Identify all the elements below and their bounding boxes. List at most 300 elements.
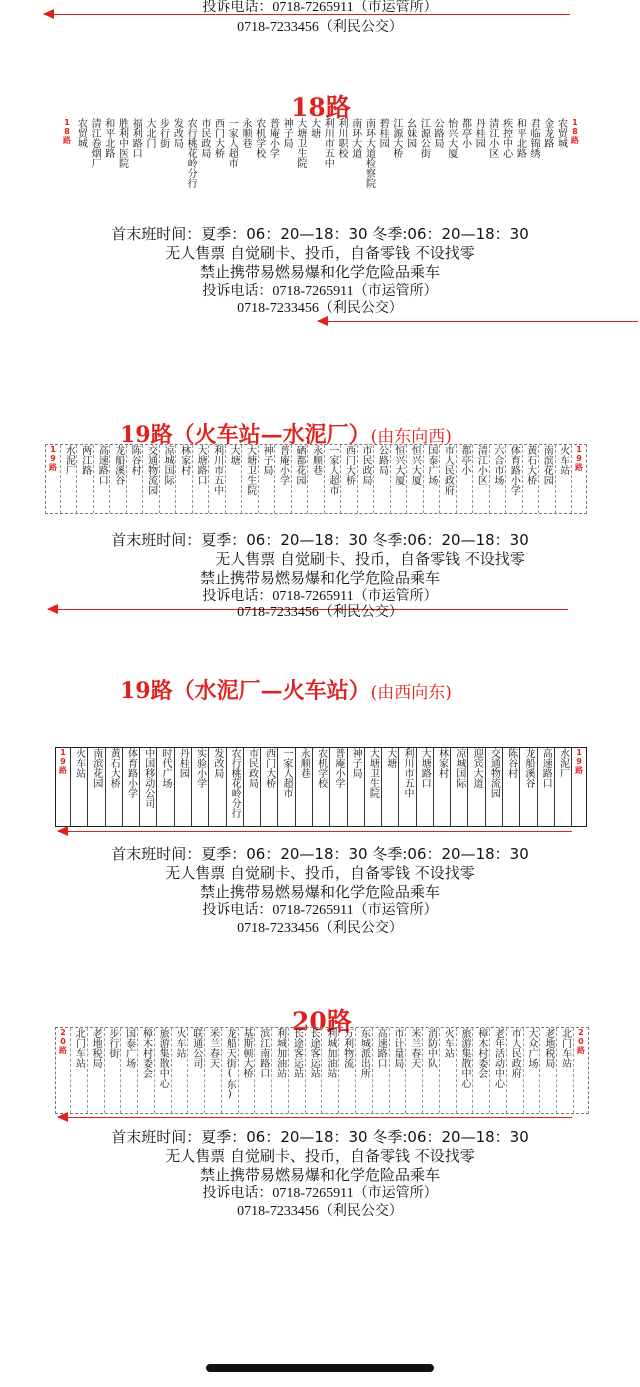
stop-name: 公路局 — [376, 445, 388, 475]
stop-name: 大塘 — [228, 445, 240, 465]
stop-item — [524, 1028, 541, 1113]
stop-item — [348, 748, 365, 826]
stop-item — [94, 445, 110, 513]
stop-name: 旅游集散中心 — [458, 1028, 470, 1088]
stop-item — [188, 1028, 205, 1113]
stop-item — [105, 1028, 122, 1113]
route19a-ban: 禁止携带易燃易爆和化学危险品乘车 — [199, 569, 440, 587]
top-complaint-line: 投诉电话：0718-7265911（市运管所） — [202, 0, 438, 15]
stop-item — [356, 1028, 373, 1113]
route-end-label — [572, 748, 586, 826]
stop-item — [143, 118, 157, 214]
route19b-schedule: 首末班时间：夏季：06：20—18：30 冬季:06：20—18：30 — [111, 845, 529, 863]
stop-item — [431, 118, 445, 214]
route20-ticket: 无人售票 自觉刷卡、投币，自备零钱 不设找零 — [165, 1147, 475, 1165]
stop-item — [294, 118, 308, 214]
stop-name: 江源公街 — [418, 118, 430, 158]
stop-item — [115, 118, 129, 214]
stop-item — [348, 118, 362, 214]
stop-item — [261, 748, 278, 826]
stop-name: 交通物流园 — [488, 748, 500, 798]
stop-name: 万利物流 — [341, 1028, 353, 1068]
stop-name: 龙船溪谷 — [112, 445, 124, 485]
stop-name: 西门大桥 — [343, 445, 355, 485]
stop-name: 水泥厂 — [63, 445, 75, 475]
stop-item — [157, 748, 174, 826]
stop-item — [486, 748, 503, 826]
stop-name: 怡兴大厦 — [445, 118, 457, 158]
stop-name: 永顺巷 — [310, 445, 322, 475]
stop-item — [457, 445, 473, 513]
stop-name: 普庵小学 — [267, 118, 279, 158]
stop-name: 樟木村委会 — [475, 1028, 487, 1078]
stop-item — [184, 118, 198, 214]
stop-name: 老地税局 — [542, 1028, 554, 1068]
stop-item — [503, 748, 520, 826]
stop-name: 碧桂园 — [377, 118, 389, 148]
route19b-ban: 禁止携带易燃易爆和化学危险品乘车 — [199, 883, 440, 901]
stop-name: 两江路 — [79, 445, 91, 475]
stop-name: 永顺巷 — [239, 118, 251, 148]
stop-item — [211, 118, 225, 214]
stop-name: 清江小区 — [486, 118, 498, 158]
stop-item — [225, 118, 239, 214]
route18-phone2: 0718-7233456（利民公交） — [237, 300, 403, 316]
route18-title: 18路 — [291, 93, 351, 122]
route19b-complaint: 投诉电话：0718-7265911（市运管所） — [202, 902, 438, 918]
stop-item — [71, 748, 88, 826]
stop-item — [555, 748, 572, 826]
stop-item — [209, 748, 226, 826]
stop-name: 时代广场 — [160, 748, 172, 788]
stop-item — [242, 445, 258, 513]
stop-name: 大塘卫生院 — [294, 118, 306, 168]
stop-name: 国泰广场 — [123, 1028, 135, 1068]
stop-name: 水泥厂 — [557, 748, 569, 778]
stop-item — [74, 118, 88, 214]
stop-item — [322, 1028, 339, 1113]
stop-name: 高速路口 — [96, 445, 108, 485]
stop-item — [557, 1028, 574, 1113]
direction-arrow — [58, 1117, 572, 1118]
stop-name: 清江卷烟厂 — [89, 118, 101, 168]
stop-item — [373, 1028, 390, 1113]
stop-name: 滨江南路口 — [257, 1028, 269, 1078]
stop-name: 大塘路口 — [195, 445, 207, 485]
stop-name: 大塘路口 — [419, 748, 431, 788]
route-end-label-text: 18路 — [570, 118, 580, 144]
route-end-label-text: 20路 — [58, 1028, 68, 1054]
route-end-label-text: 19路 — [574, 445, 584, 471]
stop-item — [252, 118, 266, 214]
stop-item — [335, 118, 349, 214]
stop-item — [244, 748, 261, 826]
route18-ban: 禁止携带易燃易爆和化学危险品乘车 — [199, 263, 440, 281]
stop-name: 中国移动公司 — [142, 748, 154, 808]
stop-name: 农机学校 — [315, 748, 327, 788]
stop-item — [374, 445, 390, 513]
stop-name: 金龙路 — [541, 118, 553, 148]
stop-name: 一家人超市 — [326, 445, 338, 495]
stop-item — [280, 118, 294, 214]
stop-item — [172, 1028, 189, 1113]
stop-item — [407, 445, 423, 513]
stop-name: 南滨花园 — [541, 445, 553, 485]
route19a-ticket: 无人售票 自觉刷卡、投币，自备零钱 不设找零 — [215, 550, 525, 568]
stop-name: 君临锦绣 — [528, 118, 540, 158]
stop-name: 大塘 — [384, 748, 396, 768]
stop-name: 南环大道检察院 — [363, 118, 375, 188]
stop-item — [539, 445, 555, 513]
stop-item — [175, 748, 192, 826]
stop-item — [540, 118, 554, 214]
stop-name: 都亭小 — [459, 118, 471, 148]
stop-item — [417, 118, 431, 214]
stop-name: 市民政局 — [246, 748, 258, 788]
direction-arrow — [318, 321, 638, 322]
stop-item — [321, 118, 335, 214]
stop-name: 利川市五中 — [401, 748, 413, 798]
stop-item — [472, 118, 486, 214]
stop-name: 南滨花园 — [90, 748, 102, 788]
stop-item — [296, 748, 313, 826]
route20-stop-list — [55, 1027, 589, 1114]
stop-name: 火车站 — [173, 1028, 185, 1058]
stop-name: 长途客运站 — [291, 1028, 303, 1078]
stop-name: 林家村 — [178, 445, 190, 475]
stop-name: 凉城国际 — [453, 748, 465, 788]
stop-name: 樟木村委会 — [140, 1028, 152, 1078]
stop-item — [88, 748, 105, 826]
stop-name: 利川市五中 — [322, 118, 334, 168]
stop-name: 六合市场 — [491, 445, 503, 485]
route19b-stop-list — [55, 747, 587, 827]
stop-item — [129, 118, 143, 214]
stop-name: 步行街 — [106, 1028, 118, 1058]
top-phone2-line: 0718-7233456（利民公交） — [237, 19, 403, 35]
stop-name: 恒兴大厦 — [409, 445, 421, 485]
route20-schedule: 首末班时间：夏季：06：20—18：30 冬季:06：20—18：30 — [111, 1128, 529, 1146]
stop-item — [88, 118, 102, 214]
stop-name: 火车站 — [442, 1028, 454, 1058]
stop-name: 西门大桥 — [212, 118, 224, 158]
stop-item — [138, 1028, 155, 1113]
stop-name: 普庵小学 — [277, 445, 289, 485]
stop-name: 基斯顿大桥 — [241, 1028, 253, 1078]
stop-name: 丹桂园 — [473, 118, 485, 148]
route-end-label — [56, 1028, 71, 1113]
stop-item — [399, 748, 416, 826]
stop-name: 火车站 — [73, 748, 85, 778]
stop-item — [490, 1028, 507, 1113]
stop-item — [382, 748, 399, 826]
stop-item — [176, 445, 192, 513]
stop-name: 联通公司 — [190, 1028, 202, 1068]
route-end-label-text: 20路 — [576, 1028, 586, 1054]
stop-item — [540, 1028, 557, 1113]
stop-name: 大众广场 — [526, 1028, 538, 1068]
stop-item — [272, 1028, 289, 1113]
stop-name: 恒兴大厦 — [392, 445, 404, 485]
stop-item — [307, 118, 321, 214]
stop-name: 大塘 — [308, 118, 320, 138]
stop-name: 普庵小学 — [332, 748, 344, 788]
stop-item — [499, 118, 513, 214]
route-end-label — [56, 748, 71, 826]
stop-item — [520, 748, 537, 826]
stop-item — [255, 1028, 272, 1113]
stop-name: 南环大道 — [349, 118, 361, 158]
direction-arrow — [44, 14, 570, 15]
stop-item — [275, 445, 291, 513]
route19a-stop-list — [45, 444, 587, 514]
stop-item — [434, 748, 451, 826]
stop-name: 利城加油站 — [274, 1028, 286, 1078]
route18-schedule: 首末班时间：夏季：06：20—18：30 冬季:06：20—18：30 — [111, 225, 529, 243]
stop-name: 发改局 — [211, 748, 223, 778]
stop-name: 步行街 — [157, 118, 169, 148]
stop-item — [306, 1028, 323, 1113]
route-end-label — [46, 445, 61, 513]
stop-name: 农贸城 — [555, 118, 567, 148]
home-indicator[interactable] — [206, 1364, 434, 1372]
stop-item — [423, 1028, 440, 1113]
stop-name: 幺妹园 — [404, 118, 416, 148]
stop-item — [156, 118, 170, 214]
stop-item — [289, 1028, 306, 1113]
stop-item — [556, 445, 572, 513]
stop-item — [101, 118, 115, 214]
stop-item — [292, 445, 308, 513]
stop-item — [205, 1028, 222, 1113]
stop-item — [391, 445, 407, 513]
stop-name: 清江小区 — [475, 445, 487, 485]
stop-name: 高速路口 — [375, 1028, 387, 1068]
route20-title: 20路 — [292, 1007, 352, 1036]
stop-name: 体育路小学 — [508, 445, 520, 495]
stop-item — [143, 445, 159, 513]
stop-name: 利川市五中 — [211, 445, 223, 495]
stop-item — [376, 118, 390, 214]
stop-item — [527, 118, 541, 214]
stop-item — [458, 118, 472, 214]
route18-stop-list — [60, 118, 582, 214]
stop-item — [490, 445, 506, 513]
stop-item — [513, 118, 527, 214]
route18-ticket: 无人售票 自觉刷卡、投币，自备零钱 不设找零 — [165, 244, 475, 262]
stop-item — [278, 748, 295, 826]
stop-name: 凉城国际 — [162, 445, 174, 485]
stop-item — [538, 748, 555, 826]
route18-complaint: 投诉电话：0718-7265911（市运管所） — [202, 283, 438, 299]
stop-name: 疾控中心 — [500, 118, 512, 158]
stop-item — [390, 1028, 407, 1113]
stop-name: 市民政局 — [359, 445, 371, 485]
stop-name: 龙船天街(东) — [224, 1028, 236, 1100]
stop-item — [440, 1028, 457, 1113]
direction-arrow — [58, 831, 572, 832]
stop-name: 市人民政府 — [442, 445, 454, 495]
stop-name: 农机学校 — [253, 118, 265, 158]
stop-item — [358, 445, 374, 513]
route-end-label — [574, 1028, 588, 1113]
stop-name: 和平北路 — [514, 118, 526, 158]
stop-name: 市人民政府 — [509, 1028, 521, 1078]
stop-name: 和平北路 — [102, 118, 114, 158]
stop-name: 市民政局 — [198, 118, 210, 158]
stop-item — [71, 1028, 88, 1113]
stop-item — [239, 118, 253, 214]
stop-name: 农行桃花岭分行 — [229, 748, 241, 818]
stop-item — [440, 445, 456, 513]
route19b-ticket: 无人售票 自觉刷卡、投币，自备零钱 不设找零 — [165, 864, 475, 882]
route-end-label-text: 19路 — [58, 748, 68, 774]
stop-name: 国泰广场 — [425, 445, 437, 485]
stop-item — [365, 748, 382, 826]
stop-item — [554, 118, 568, 214]
stop-name: 老年活动中心 — [492, 1028, 504, 1088]
stop-item — [417, 748, 434, 826]
stop-name: 农行桃花岭分行 — [185, 118, 197, 188]
stop-name: 交通物流园 — [145, 445, 157, 495]
stop-item — [155, 1028, 172, 1113]
stop-item — [506, 445, 522, 513]
stop-name: 一家人超市 — [281, 748, 293, 798]
stop-item — [170, 118, 184, 214]
stop-item — [473, 445, 489, 513]
stop-name: 丹桂园 — [177, 748, 189, 778]
stop-item — [160, 445, 176, 513]
stop-item — [313, 748, 330, 826]
stop-name: 神子局 — [261, 445, 273, 475]
stop-name: 东城派出所 — [358, 1028, 370, 1078]
route-end-label — [572, 445, 586, 513]
stop-item — [259, 445, 275, 513]
stop-item — [88, 1028, 105, 1113]
stop-name: 体育路小学 — [125, 748, 137, 798]
stop-item — [325, 445, 341, 513]
stop-name: 长途客运站 — [308, 1028, 320, 1078]
stop-item — [140, 748, 157, 826]
stop-item — [339, 1028, 356, 1113]
stop-name: 利川职校 — [336, 118, 348, 158]
stop-name: 老地税局 — [90, 1028, 102, 1068]
stop-item — [127, 445, 143, 513]
route19a-schedule: 首末班时间：夏季：06：20—18：30 冬季:06：20—18：30 — [111, 531, 529, 549]
stop-item — [424, 445, 440, 513]
stop-item — [362, 118, 376, 214]
stop-name: 胜利中医院 — [116, 118, 128, 168]
route-end-label-text: 19路 — [48, 445, 58, 471]
stop-item — [222, 1028, 239, 1113]
stop-item — [192, 748, 209, 826]
stop-item — [226, 445, 242, 513]
stop-item — [507, 1028, 524, 1113]
stop-item — [123, 748, 140, 826]
stop-name: 米兰春天 — [207, 1028, 219, 1068]
stop-item — [308, 445, 324, 513]
stop-name: 实验小学 — [194, 748, 206, 788]
stop-item — [390, 118, 404, 214]
stop-name: 消防中队 — [425, 1028, 437, 1068]
stop-item — [61, 445, 77, 513]
route19a-title: 19路（火车站—水泥厂）(由东向西) — [120, 422, 452, 448]
stop-name: 旅游集散中心 — [157, 1028, 169, 1088]
stop-name: 农贸城 — [75, 118, 87, 148]
stop-item — [227, 748, 244, 826]
route20-ban: 禁止携带易燃易爆和化学危险品乘车 — [199, 1166, 440, 1184]
stop-name: 神子局 — [350, 748, 362, 778]
stop-item — [523, 445, 539, 513]
stop-item — [239, 1028, 256, 1113]
stop-name: 西门大桥 — [263, 748, 275, 788]
route-end-label-text: 19路 — [574, 748, 584, 774]
stop-name: 一家人超市 — [226, 118, 238, 168]
stop-name: 米兰春天 — [408, 1028, 420, 1068]
route19b-title: 19路（水泥厂—火车站）(由西向东) — [120, 678, 452, 704]
stop-item — [77, 445, 93, 513]
stop-name: 都亭小 — [458, 445, 470, 475]
stop-item — [121, 1028, 138, 1113]
stop-name: 发改局 — [171, 118, 183, 148]
stop-name: 大塘卫生院 — [367, 748, 379, 798]
route-end-label-text: 18路 — [62, 118, 72, 144]
stop-name: 迎宾大道 — [471, 748, 483, 788]
stop-item — [468, 748, 485, 826]
route20-complaint: 投诉电话：0718-7265911（市运管所） — [202, 1185, 438, 1201]
route20-phone2: 0718-7233456（利民公交） — [237, 1203, 403, 1219]
stop-name: 高速路口 — [540, 748, 552, 788]
stop-name: 大北门 — [143, 118, 155, 148]
stop-item — [193, 445, 209, 513]
stop-name: 福利路口 — [130, 118, 142, 158]
stop-name: 公路局 — [432, 118, 444, 148]
stop-name: 北门车站 — [559, 1028, 571, 1068]
stop-name: 永顺巷 — [298, 748, 310, 778]
stop-name: 硒都花园 — [294, 445, 306, 485]
stop-name: 陈谷村 — [129, 445, 141, 475]
stop-item — [444, 118, 458, 214]
stop-name: 大塘卫生院 — [244, 445, 256, 495]
stop-name: 市计量局 — [391, 1028, 403, 1068]
stop-item — [197, 118, 211, 214]
stop-item — [473, 1028, 490, 1113]
stop-item — [451, 748, 468, 826]
stop-item — [330, 748, 347, 826]
stop-name: 林家村 — [436, 748, 448, 778]
stop-item — [209, 445, 225, 513]
stop-name: 龙船溪谷 — [522, 748, 534, 788]
route19b-phone2: 0718-7233456（利民公交） — [237, 920, 403, 936]
stop-item — [403, 118, 417, 214]
route-end-label — [60, 118, 74, 214]
stop-name: 北门车站 — [73, 1028, 85, 1068]
stop-item — [486, 118, 500, 214]
stop-name: 火车站 — [557, 445, 569, 475]
stop-name: 神子局 — [281, 118, 293, 148]
stop-name: 江源大桥 — [390, 118, 402, 158]
route-end-label — [568, 118, 582, 214]
stop-item — [266, 118, 280, 214]
stop-item — [406, 1028, 423, 1113]
stop-name: 黄石大桥 — [108, 748, 120, 788]
stop-item — [110, 445, 126, 513]
route19a-complaint: 投诉电话：0718-7265911（市运管所） — [202, 588, 438, 604]
stop-name: 黄石大桥 — [524, 445, 536, 485]
stop-name: 陈谷村 — [505, 748, 517, 778]
route19a-phone2: 0718-7233456（利民公交） — [237, 604, 403, 620]
stop-item — [106, 748, 123, 826]
